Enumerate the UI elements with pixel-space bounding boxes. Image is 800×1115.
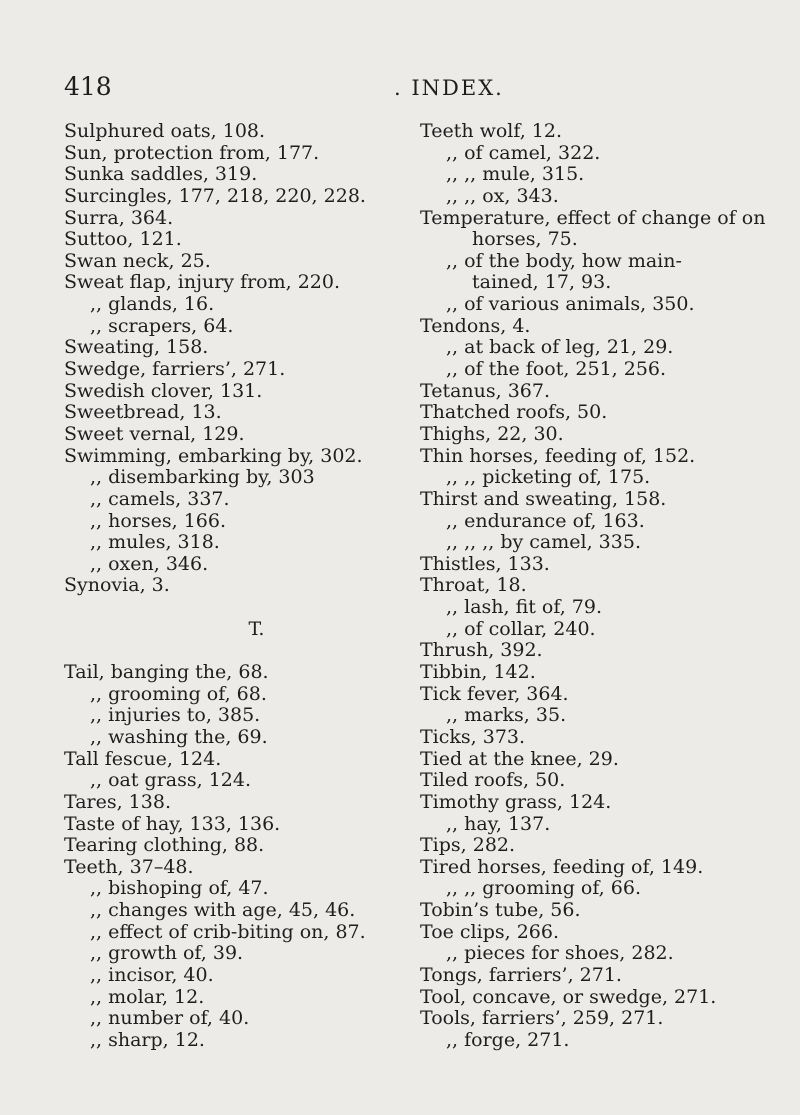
index-entry: ,, injuries to, 385. bbox=[90, 704, 261, 727]
right-index-column bbox=[420, 121, 790, 1052]
section-letter-heading: T. bbox=[248, 617, 265, 640]
index-entry: tained, 17, 93. bbox=[472, 271, 612, 294]
index-entry: Timothy grass, 124. bbox=[420, 790, 612, 813]
index-entry: Swan neck, 25. bbox=[64, 249, 211, 272]
index-entry: Taste of hay, 133, 136. bbox=[64, 812, 281, 835]
left-index-column bbox=[64, 121, 409, 1052]
index-entry: horses, 75. bbox=[472, 228, 578, 251]
index-entry: Tool, concave, or swedge, 271. bbox=[420, 985, 717, 1008]
index-entry: Tips, 282. bbox=[420, 834, 516, 857]
index-entry: Ticks, 373. bbox=[420, 725, 526, 748]
index-entry: Sulphured oats, 108. bbox=[64, 120, 266, 142]
index-entry: ,, washing the, 69. bbox=[90, 725, 268, 748]
index-entry: Thirst and sweating, 158. bbox=[420, 487, 667, 510]
index-entry: ,, of the body, how main- bbox=[446, 249, 682, 272]
spacer bbox=[64, 640, 409, 662]
running-head: . INDEX. bbox=[394, 76, 504, 100]
index-entry: ,, forge, 271. bbox=[446, 1028, 570, 1051]
index-entry: Tendons, 4. bbox=[420, 314, 531, 337]
index-entry: ,, molar, 12. bbox=[90, 985, 205, 1008]
index-entry: ,, marks, 35. bbox=[446, 704, 567, 727]
page-number: 418 bbox=[64, 72, 112, 101]
index-entry: Surra, 364. bbox=[64, 206, 174, 229]
index-entry: Toe clips, 266. bbox=[420, 920, 560, 943]
index-entry: ,, of various animals, 350. bbox=[446, 293, 695, 316]
index-entry: ,, effect of crib-biting on, 87. bbox=[90, 920, 366, 943]
index-entry: Tired horses, feeding of, 149. bbox=[420, 855, 704, 878]
index-entry: Tick fever, 364. bbox=[420, 682, 569, 705]
index-entry: ,, growth of, 39. bbox=[90, 942, 244, 965]
index-entry: ,, disembarking by, 303 bbox=[90, 466, 315, 489]
index-entry: ,, ,, grooming of, 66. bbox=[446, 877, 641, 900]
index-entry: Suttoo, 121. bbox=[64, 228, 182, 251]
index-entry: Teeth, 37–48. bbox=[64, 855, 194, 878]
index-entry: Sunka saddles, 319. bbox=[64, 163, 258, 186]
index-entry: Swimming, embarking by, 302. bbox=[64, 444, 363, 467]
index-entry: Swedish clover, 131. bbox=[64, 379, 263, 402]
index-entry: Tail, banging the, 68. bbox=[64, 661, 269, 684]
index-entry: ,, of the foot, 251, 256. bbox=[446, 358, 667, 381]
index-entry: ,, mules, 318. bbox=[90, 531, 220, 554]
index-entry: Tobin’s tube, 56. bbox=[420, 899, 581, 922]
index-entry: ,, ,, picketing of, 175. bbox=[446, 466, 651, 489]
index-entry: ,, scrapers, 64. bbox=[90, 314, 234, 337]
index-entry: ,, oat grass, 124. bbox=[90, 769, 252, 792]
index-entry: ,, grooming of, 68. bbox=[90, 682, 267, 705]
index-entry: Sweat flap, injury from, 220. bbox=[64, 271, 341, 294]
index-entry: Sweet vernal, 129. bbox=[64, 422, 245, 445]
index-entry: ,, lash, fit of, 79. bbox=[446, 596, 603, 619]
index-entry: ,, bishoping of, 47. bbox=[90, 877, 269, 900]
index-entry: ,, ,, mule, 315. bbox=[446, 163, 585, 186]
index-entry: ,, changes with age, 45, 46. bbox=[90, 899, 356, 922]
index-entry: ,, camels, 337. bbox=[90, 487, 230, 510]
index-entry: ,, of collar, 240. bbox=[446, 617, 596, 640]
index-entry: Throat, 18. bbox=[420, 574, 527, 597]
index-entry: ,, horses, 166. bbox=[90, 509, 227, 532]
index-entry: Sweating, 158. bbox=[64, 336, 209, 359]
index-entry: ,, endurance of, 163. bbox=[446, 509, 645, 532]
index-entry: Tall fescue, 124. bbox=[64, 747, 222, 770]
index-entry: Tibbin, 142. bbox=[420, 661, 536, 684]
index-entry: ,, at back of leg, 21, 29. bbox=[446, 336, 674, 359]
index-entry: ,, hay, 137. bbox=[446, 812, 551, 835]
index-entry: ,, oxen, 346. bbox=[90, 552, 209, 575]
index-entry: ,, incisor, 40. bbox=[90, 963, 214, 986]
index-entry: ,, pieces for shoes, 282. bbox=[446, 942, 674, 965]
index-entry: Surcingles, 177, 218, 220, 228. bbox=[64, 184, 366, 207]
index-entry: Tools, farriers’, 259, 271. bbox=[420, 1007, 664, 1030]
index-entry: Tiled roofs, 50. bbox=[420, 769, 566, 792]
index-entry: Sweetbread, 13. bbox=[64, 401, 222, 424]
index-entry: Synovia, 3. bbox=[64, 574, 170, 597]
index-entry: Tied at the knee, 29. bbox=[420, 747, 619, 770]
index-entry: Tetanus, 367. bbox=[420, 379, 551, 402]
index-entry: ,, sharp, 12. bbox=[90, 1028, 205, 1051]
index-entry: ,, number of, 40. bbox=[90, 1007, 250, 1030]
index-entry: Teeth wolf, 12. bbox=[420, 120, 563, 142]
index-entry: ,, ,, ox, 343. bbox=[446, 184, 559, 207]
index-entry: Thrush, 392. bbox=[420, 639, 543, 662]
index-entry: ,, ,, ,, by camel, 335. bbox=[446, 531, 641, 554]
index-entry: Temperature, effect of change of on bbox=[420, 206, 766, 229]
index-entry: Thin horses, feeding of, 152. bbox=[420, 444, 696, 467]
index-entry: Thighs, 22, 30. bbox=[420, 422, 564, 445]
index-entry: Tearing clothing, 88. bbox=[64, 834, 265, 857]
index-entry: Swedge, farriers’, 271. bbox=[64, 358, 286, 381]
index-entry: Tongs, farriers’, 271. bbox=[420, 963, 622, 986]
index-entry: Thistles, 133. bbox=[420, 552, 550, 575]
index-entry: ,, glands, 16. bbox=[90, 293, 215, 316]
index-entry: Tares, 138. bbox=[64, 790, 171, 813]
spacer bbox=[64, 597, 409, 619]
index-entry: ,, of camel, 322. bbox=[446, 141, 601, 164]
index-entry: Thatched roofs, 50. bbox=[420, 401, 608, 424]
index-entry: Sun, protection from, 177. bbox=[64, 141, 320, 164]
